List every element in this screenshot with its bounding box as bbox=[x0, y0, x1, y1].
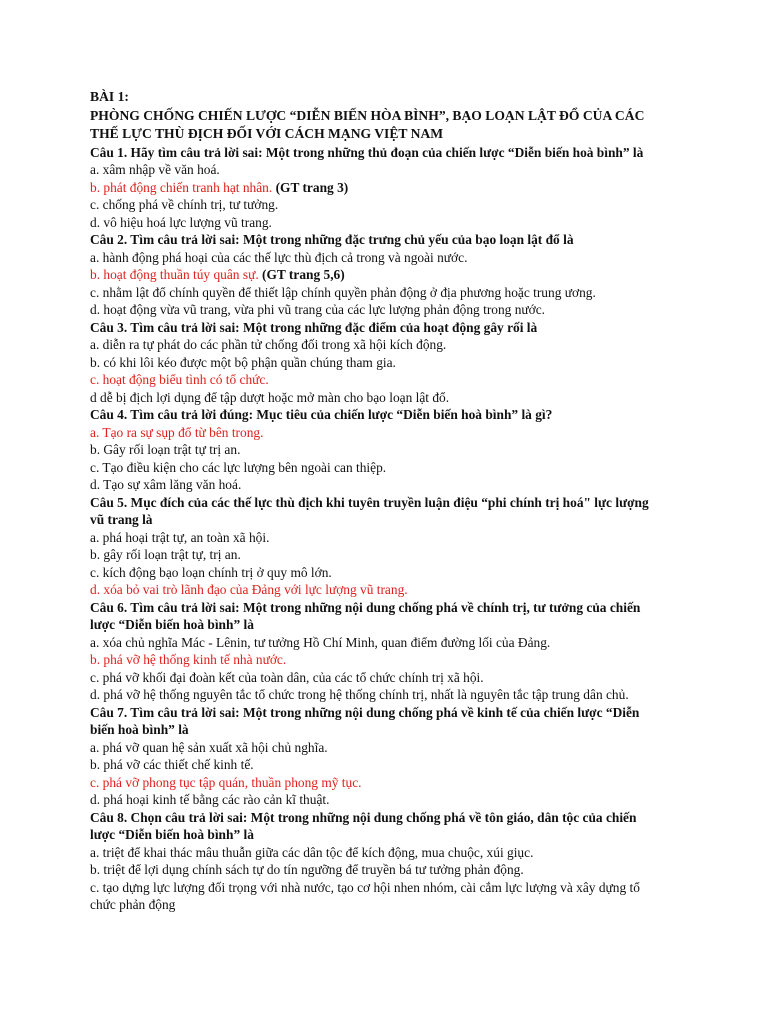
q1-option-b bbox=[90, 179, 754, 197]
q5-option-a: a. phá hoại trật tự, an toàn xã hội. bbox=[90, 529, 270, 545]
q2-option-b-text: b. hoạt động thuần túy quân sự. bbox=[90, 267, 259, 282]
q4-option-a: a. Tạo ra sự sụp đổ từ bên trong. bbox=[90, 424, 264, 440]
question-5-line-2: vũ trang là bbox=[90, 512, 153, 527]
question-8-line-1: Câu 8. Chọn câu trả lời sai: Một trong những nội dung chống phá về tôn giáo, dân tộc của chiến bbox=[90, 809, 637, 825]
lesson-label: BÀI 1: bbox=[90, 89, 129, 104]
q6-option-d: d. phá vỡ hệ thống nguyên tắc tổ chức trong hệ thống chính trị, nhất là nguyên tắc tập trung dân chủ. bbox=[90, 687, 629, 702]
question-5-line-1: Câu 5. Mục đích của các thế lực thù địch khi tuyên truyền luận điệu “phi chính trị hoá" lực lượng bbox=[90, 494, 649, 510]
question-4: Câu 4. Tìm câu trả lời đúng: Mục tiêu của chiến lược “Diễn biến hoà bình” là gì? bbox=[90, 407, 553, 422]
q6-option-c: c. phá vỡ khối đại đoàn kết của toàn dân, của các tổ chức chính trị xã hội. bbox=[90, 669, 484, 685]
q5-option-d: d. xóa bỏ vai trò lãnh đạo của Đảng với lực lượng vũ trang. bbox=[90, 582, 408, 597]
q8-option-c-line-2: chức phản động bbox=[90, 897, 176, 912]
q5-option-b: b. gây rối loạn trật tự, trị an. bbox=[90, 547, 241, 562]
q3-option-d: d dễ bị địch lợi dụng để tập dượt hoặc mở màn cho bạo loạn lật đổ. bbox=[90, 389, 450, 405]
title-line-1: PHÒNG CHỐNG CHIẾN LƯỢC “DIỄN BIẾN HÒA BÌNH”, BẠO LOẠN LẬT ĐỔ CỦA CÁC bbox=[90, 107, 645, 123]
q7-option-d: d. phá hoại kinh tế bằng các rào cản kĩ thuật. bbox=[90, 792, 330, 807]
q1-reference: (GT trang 3) bbox=[272, 179, 349, 195]
q1-option-a: a. xâm nhập về văn hoá. bbox=[90, 162, 220, 177]
document-page bbox=[90, 88, 754, 914]
q2-option-d: d. hoạt động vừa vũ trang, vừa phi vũ trang của các lực lượng phản động trong nước. bbox=[90, 302, 546, 317]
q8-option-a: a. triệt để khai thác mâu thuẫn giữa các dân tộc để kích động, mua chuộc, xúi giục. bbox=[90, 844, 534, 860]
question-7-line-2: biến hoà bình” là bbox=[90, 722, 189, 737]
question-block-3 bbox=[90, 319, 754, 407]
q1-option-c: c. chống phá về chính trị, tư tưởng. bbox=[90, 197, 279, 212]
question-1: Câu 1. Hãy tìm câu trả lời sai: Một trong những thủ đoạn của chiến lược “Diễn biến hoà bình” là bbox=[90, 144, 644, 160]
q3-option-b: b. có khi lôi kéo được một bộ phận quần chúng tham gia. bbox=[90, 354, 396, 370]
question-block-1 bbox=[90, 144, 754, 232]
question-3: Câu 3. Tìm câu trả lời sai: Một trong những đặc điểm của hoạt động gây rối là bbox=[90, 319, 538, 335]
q8-option-b: b. triệt để lợi dụng chính sách tự do tín ngưỡng để truyền bá tư tưởng phản động. bbox=[90, 862, 524, 877]
question-block-8 bbox=[90, 809, 754, 914]
q2-option-b bbox=[90, 266, 754, 284]
q8-option-c-line-1: c. tạo dựng lực lượng đối trọng với nhà nước, tạo cơ hội nhen nhóm, cài cắm lực lượng và xây dựng tổ bbox=[90, 879, 640, 895]
q5-option-c: c. kích động bạo loạn chính trị ở quy mô lớn. bbox=[90, 564, 332, 580]
q1-option-d: d. vô hiệu hoá lực lượng vũ trang. bbox=[90, 214, 272, 230]
question-7-line-1: Câu 7. Tìm câu trả lời sai: Một trong những nội dung chống phá về kinh tế của chiến lược “Diễn bbox=[90, 704, 640, 720]
question-block-4 bbox=[90, 406, 754, 494]
q4-option-d: d. Tạo sự xâm lăng văn hoá. bbox=[90, 477, 242, 492]
title-line-2: THẾ LỰC THÙ ĐỊCH ĐỐI VỚI CÁCH MẠNG VIỆT NAM bbox=[90, 126, 444, 141]
q2-option-a: a. hành động phá hoại của các thế lực thù địch cả trong và ngoài nước. bbox=[90, 249, 468, 265]
q7-option-a: a. phá vỡ quan hệ sản xuất xã hội chủ nghĩa. bbox=[90, 739, 328, 755]
q3-option-c: c. hoạt động biểu tình có tổ chức. bbox=[90, 372, 269, 387]
q2-option-c: c. nhằm lật đổ chính quyền để thiết lập chính quyền phản động ở địa phương hoặc trung ương. bbox=[90, 284, 596, 300]
q6-option-b: b. phá vỡ hệ thống kinh tế nhà nước. bbox=[90, 652, 287, 667]
q4-option-b: b. Gây rối loạn trật tự trị an. bbox=[90, 442, 241, 457]
q7-option-b: b. phá vỡ các thiết chế kinh tế. bbox=[90, 757, 254, 772]
q7-option-c: c. phá vỡ phong tục tập quán, thuần phong mỹ tục. bbox=[90, 774, 362, 790]
q6-option-a: a. xóa chủ nghĩa Mác - Lênin, tư tưởng Hồ Chí Minh, quan điểm đường lối của Đảng. bbox=[90, 634, 551, 650]
q4-option-c: c. Tạo điều kiện cho các lực lượng bên ngoài can thiệp. bbox=[90, 459, 387, 475]
title-block bbox=[90, 88, 754, 144]
question-8-line-2: lược “Diễn biến hoà bình” là bbox=[90, 827, 254, 842]
q1-option-b-text: b. phát động chiến tranh hạt nhân. bbox=[90, 179, 273, 195]
question-block-5 bbox=[90, 494, 754, 599]
question-2: Câu 2. Tìm câu trả lời sai: Một trong những đặc trưng chủ yếu của bạo loạn lật đổ là bbox=[90, 232, 574, 247]
question-block-6 bbox=[90, 599, 754, 704]
q3-option-a: a. diễn ra tự phát do các phần tử chống đối trong xã hội kích động. bbox=[90, 337, 447, 352]
question-6-line-1: Câu 6. Tìm câu trả lời sai: Một trong những nội dung chống phá về chính trị, tư tưởng của chiến bbox=[90, 599, 641, 615]
q2-reference: (GT trang 5,6) bbox=[258, 267, 345, 282]
question-block-7 bbox=[90, 704, 754, 809]
question-block-2 bbox=[90, 231, 754, 319]
question-6-line-2: lược “Diễn biến hoà bình” là bbox=[90, 617, 254, 632]
